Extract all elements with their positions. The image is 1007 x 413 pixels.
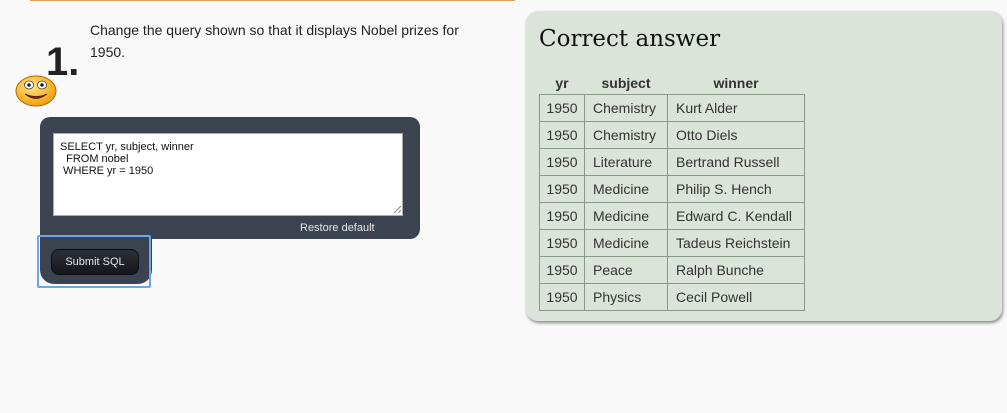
table-cell-subject: Physics (585, 284, 668, 311)
table-row (540, 203, 805, 230)
submit-sql-button[interactable]: Submit SQL (51, 249, 139, 275)
smiley-icon (14, 72, 58, 108)
table-cell-yr: 1950 (540, 203, 585, 230)
question-number: 1. (46, 40, 80, 84)
table-row (540, 122, 805, 149)
table-cell-subject: Medicine (585, 176, 668, 203)
table-cell-yr: 1950 (540, 257, 585, 284)
table-cell-winner: Bertrand Russell (668, 149, 805, 176)
resize-grip-icon[interactable] (393, 205, 402, 214)
table-cell-winner: Tadeus Reichstein (668, 230, 805, 257)
table-row (540, 284, 805, 311)
top-divider (30, 0, 515, 1)
table-cell-winner: Edward C. Kendall (668, 203, 805, 230)
table-row (540, 149, 805, 176)
table-row (540, 176, 805, 203)
table-cell-winner: Kurt Alder (668, 95, 805, 122)
table-cell-winner: Cecil Powell (668, 284, 805, 311)
table-cell-subject: Peace (585, 257, 668, 284)
table-cell-subject: Chemistry (585, 95, 668, 122)
restore-default-link[interactable]: Restore default (300, 222, 375, 234)
table-cell-winner: Otto Diels (668, 122, 805, 149)
column-header: subject (601, 75, 651, 91)
answer-table-header (540, 72, 805, 95)
table-cell-yr: 1950 (540, 122, 585, 149)
table-row (540, 257, 805, 284)
answer-table (539, 72, 805, 311)
table-cell-subject: Medicine (585, 203, 668, 230)
table-cell-winner: Ralph Bunche (668, 257, 805, 284)
table-cell-winner: Philip S. Hench (668, 176, 805, 203)
table-cell-yr: 1950 (540, 95, 585, 122)
table-row (540, 95, 805, 122)
answer-title: Correct answer (539, 26, 721, 52)
table-row (540, 230, 805, 257)
table-cell-subject: Medicine (585, 230, 668, 257)
table-cell-yr: 1950 (540, 176, 585, 203)
table-cell-subject: Chemistry (585, 122, 668, 149)
table-cell-yr: 1950 (540, 230, 585, 257)
table-cell-subject: Literature (585, 149, 668, 176)
question-text: Change the query shown so that it displays Nobel prizes for 1950. (90, 22, 459, 60)
column-header: winner (713, 75, 759, 91)
table-cell-yr: 1950 (540, 149, 585, 176)
sql-editor-input[interactable] (53, 133, 403, 216)
table-cell-yr: 1950 (540, 284, 585, 311)
column-header: yr (555, 75, 569, 91)
